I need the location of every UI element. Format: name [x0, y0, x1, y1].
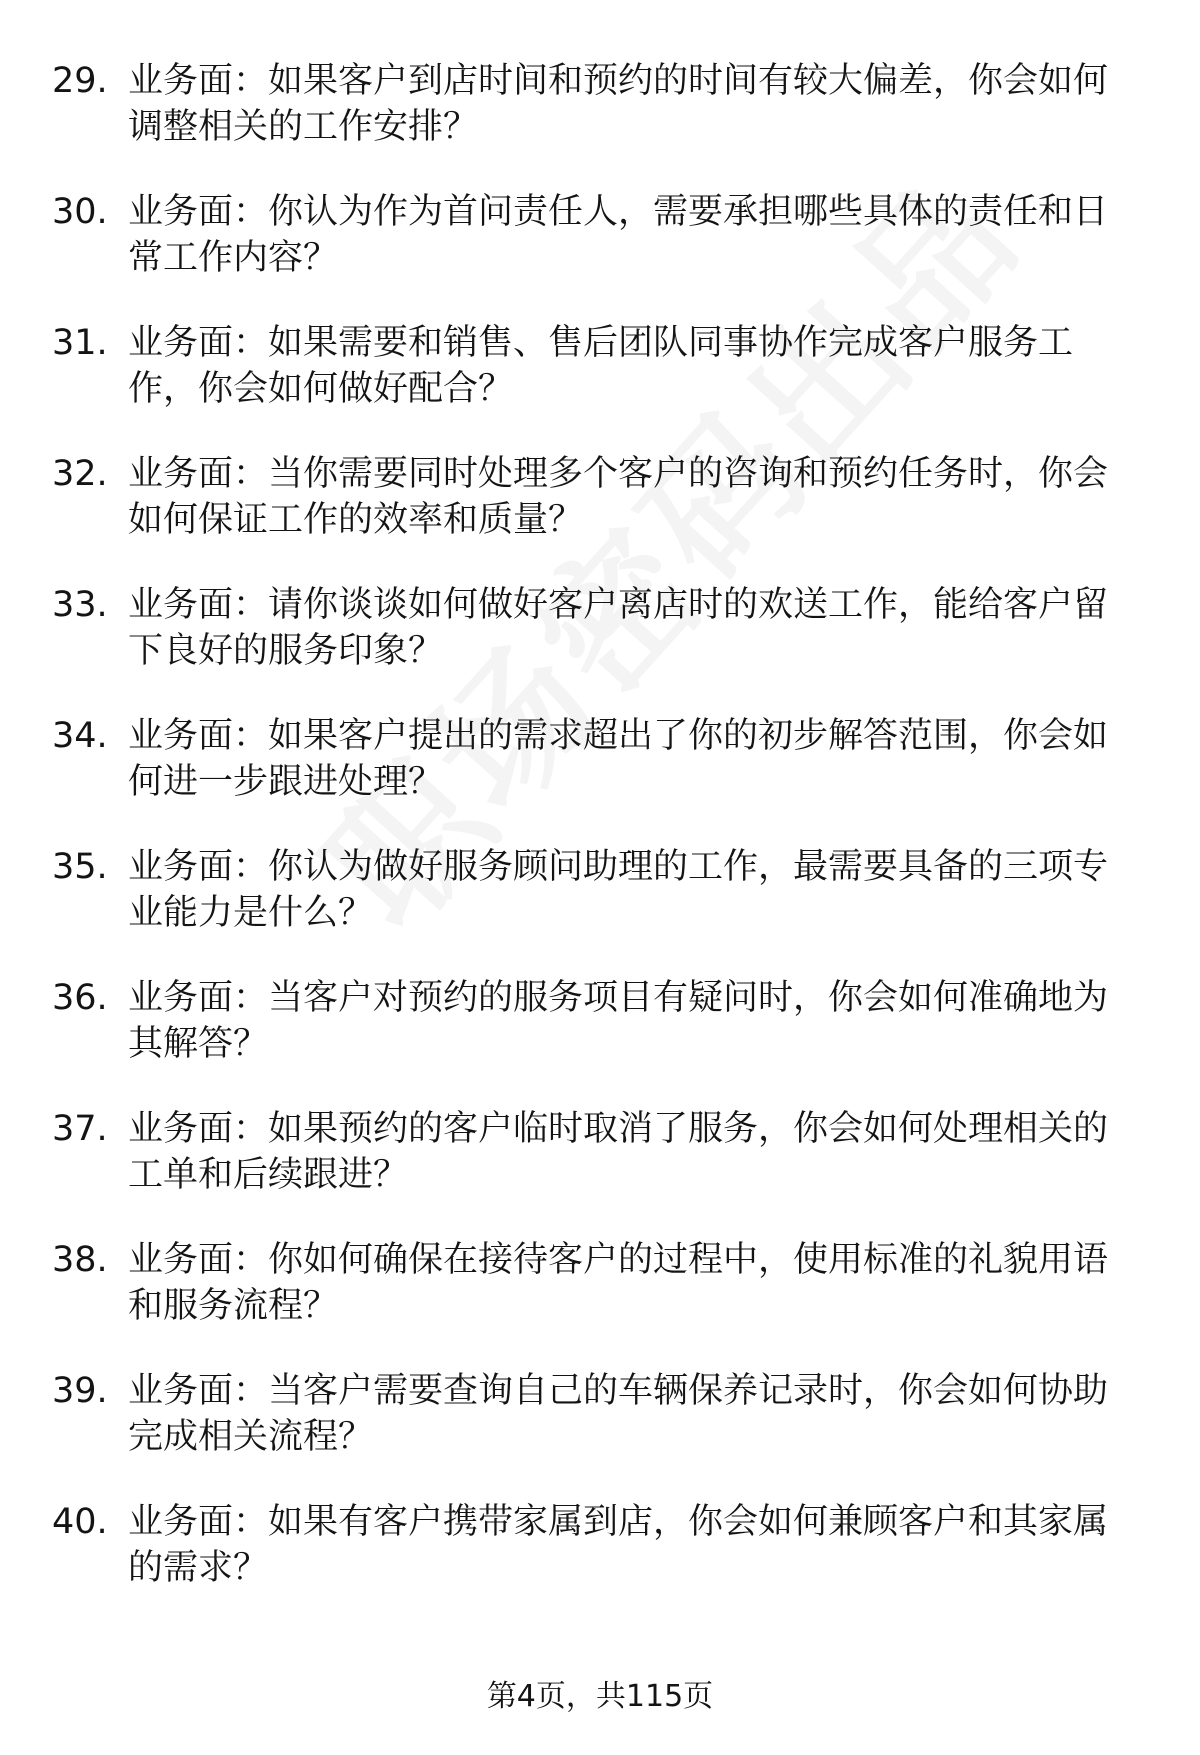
- question-text: 业务面：当你需要同时处理多个客户的咨询和预约任务时，你会如何保证工作的效率和质量？: [128, 454, 1109, 540]
- page-footer: 第4页，共115页: [486, 1679, 714, 1714]
- question-number: 34.: [52, 716, 108, 756]
- question-text: 业务面：如果客户到店时间和预约的时间有较大偏差，你会如何调整相关的工作安排？: [128, 61, 1109, 147]
- question-text: 业务面：你认为作为首问责任人，需要承担哪些具体的责任和日常工作内容？: [128, 192, 1109, 278]
- list-item: [0, 1368, 1200, 1499]
- list-item: [0, 975, 1200, 1106]
- question-number: 35.: [52, 847, 108, 887]
- list-item: [0, 1499, 1200, 1630]
- question-number: 29.: [52, 61, 108, 101]
- question-number: 32.: [52, 454, 108, 494]
- question-text: 业务面：如果预约的客户临时取消了服务，你会如何处理相关的工单和后续跟进？: [128, 1109, 1109, 1195]
- question-list: [0, 58, 1200, 1630]
- question-number: 36.: [52, 978, 108, 1018]
- list-item: [0, 58, 1200, 189]
- list-item: [0, 844, 1200, 975]
- list-item: [0, 451, 1200, 582]
- question-number: 38.: [52, 1240, 108, 1280]
- question-number: 39.: [52, 1371, 108, 1411]
- question-text: 业务面：你认为做好服务顾问助理的工作，最需要具备的三项专业能力是什么？: [128, 847, 1109, 933]
- list-item: [0, 1106, 1200, 1237]
- question-text: 业务面：当客户需要查询自己的车辆保养记录时，你会如何协助完成相关流程？: [128, 1371, 1109, 1457]
- question-number: 37.: [52, 1109, 108, 1149]
- question-text: 业务面：你如何确保在接待客户的过程中，使用标准的礼貌用语和服务流程？: [128, 1240, 1109, 1326]
- question-text: 业务面：请你谈谈如何做好客户离店时的欢送工作，能给客户留下良好的服务印象？: [128, 585, 1109, 671]
- list-item: [0, 582, 1200, 713]
- question-text: 业务面：如果有客户携带家属到店，你会如何兼顾客户和其家属的需求？: [128, 1502, 1109, 1588]
- question-text: 业务面：如果需要和销售、售后团队同事协作完成客户服务工作，你会如何做好配合？: [128, 323, 1074, 409]
- list-item: [0, 189, 1200, 320]
- question-number: 33.: [52, 585, 108, 625]
- question-text: 业务面：如果客户提出的需求超出了你的初步解答范围，你会如何进一步跟进处理？: [128, 716, 1109, 802]
- question-number: 30.: [52, 192, 108, 232]
- list-item: [0, 1237, 1200, 1368]
- question-text: 业务面：当客户对预约的服务项目有疑问时，你会如何准确地为其解答？: [128, 978, 1109, 1064]
- list-item: [0, 713, 1200, 844]
- question-number: 31.: [52, 323, 108, 363]
- question-number: 40.: [52, 1502, 108, 1542]
- list-item: [0, 320, 1200, 451]
